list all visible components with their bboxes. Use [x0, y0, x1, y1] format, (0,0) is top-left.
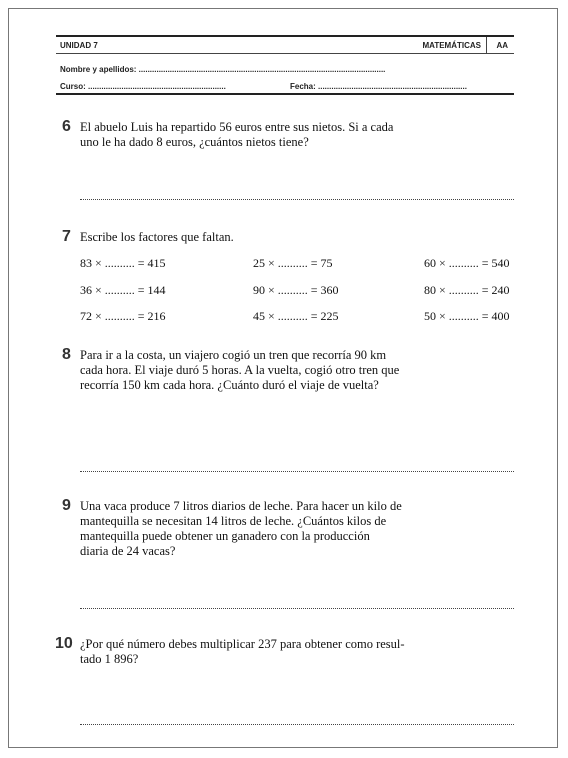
question-8-answer-line[interactable] [80, 471, 514, 472]
name-field[interactable]: Nombre y apellidos: ............................................................................................................... [60, 65, 386, 74]
question-9-line-2: mantequilla se necesitan 14 litros de leche. ¿Cuántos kilos de [80, 514, 387, 528]
question-7-number: 7 [62, 228, 71, 245]
question-9-line-4: diaria de 24 vacas? [80, 544, 176, 558]
question-6-number: 6 [62, 118, 71, 135]
question-9-answer-line[interactable] [80, 608, 514, 609]
factor-blank-50[interactable]: 50 × .......... = 400 [424, 309, 510, 323]
question-10-text [80, 637, 514, 667]
factor-blank-45[interactable]: 45 × .......... = 225 [253, 309, 339, 323]
course-field[interactable]: Curso: .............................................................. [60, 82, 226, 91]
question-8-line-1: Para ir a la costa, un viajero cogió un tren que recorría 90 km [80, 348, 387, 362]
question-10-line-1: ¿Por qué número debes multiplicar 237 para obtener como resul- [80, 637, 405, 651]
subject-label: MATEMÁTICAS [422, 41, 481, 50]
factor-blank-25[interactable]: 25 × .......... = 75 [253, 256, 333, 270]
factor-blank-72[interactable]: 72 × .......... = 216 [80, 309, 166, 323]
question-6-answer-line[interactable] [80, 199, 514, 200]
question-6-text [80, 120, 514, 150]
question-10-number: 10 [55, 635, 73, 652]
question-6-line-1: El abuelo Luis ha repartido 56 euros entre sus nietos. Si a cada [80, 120, 394, 134]
question-10-line-2: tado 1 896? [80, 652, 139, 666]
factor-blank-60[interactable]: 60 × .......... = 540 [424, 256, 510, 270]
question-8-line-3: recorría 150 km cada hora. ¿Cuánto duró el viaje de vuelta? [80, 378, 379, 392]
question-9-number: 9 [62, 497, 71, 514]
question-7-text: Escribe los factores que faltan. [80, 230, 234, 244]
factor-blank-80[interactable]: 80 × .......... = 240 [424, 283, 510, 297]
question-9-text [80, 499, 514, 559]
question-8-line-2: cada hora. El viaje duró 5 horas. A la vuelta, cogió otro tren que [80, 363, 400, 377]
unit-label: UNIDAD 7 [60, 41, 98, 50]
factor-blank-83[interactable]: 83 × .......... = 415 [80, 256, 166, 270]
header-top-row [56, 37, 514, 54]
factor-blank-90[interactable]: 90 × .......... = 360 [253, 283, 339, 297]
date-field[interactable]: Fecha: ................................................................... [290, 82, 467, 91]
question-6-line-2: uno le ha dado 8 euros, ¿cuántos nietos tiene? [80, 135, 309, 149]
worksheet-header [56, 35, 514, 95]
question-8-text [80, 348, 514, 393]
header-divider [486, 37, 487, 53]
factor-blank-36[interactable]: 36 × .......... = 144 [80, 283, 166, 297]
question-8-number: 8 [62, 346, 71, 363]
question-10-answer-line[interactable] [80, 724, 514, 725]
question-9-line-1: Una vaca produce 7 litros diarios de leche. Para hacer un kilo de [80, 499, 402, 513]
level-label: AA [496, 41, 508, 50]
question-9-line-3: mantequilla puede obtener un ganadero con la producción [80, 529, 370, 543]
